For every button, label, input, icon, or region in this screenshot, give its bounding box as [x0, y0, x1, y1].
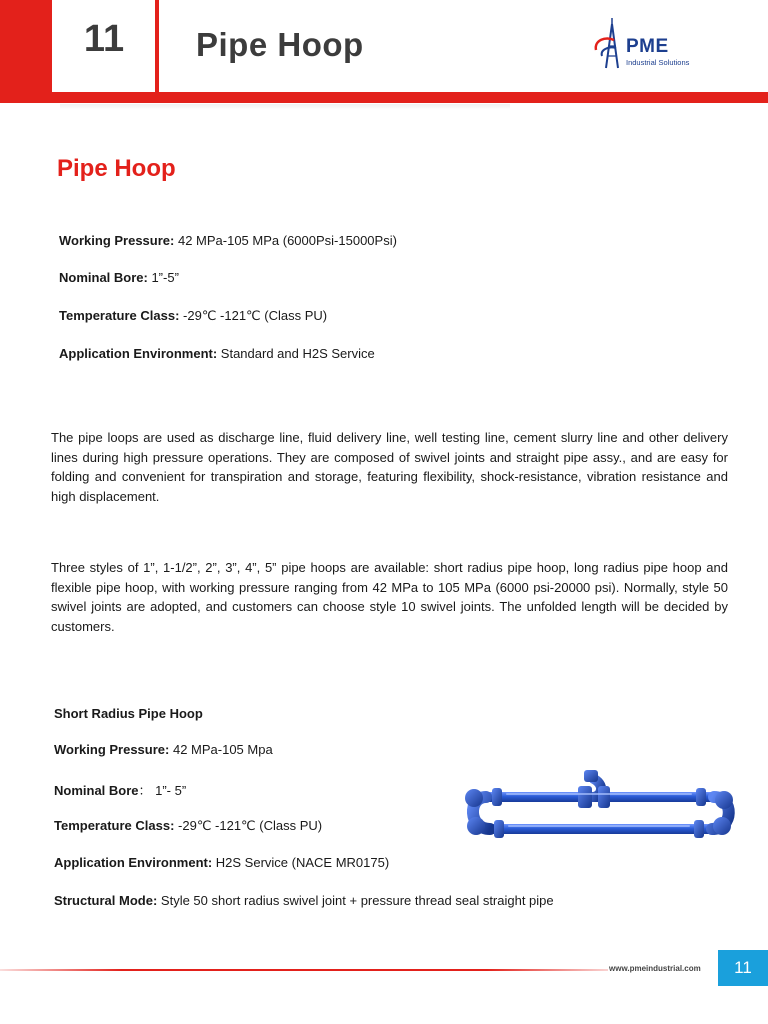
- footer-url[interactable]: www.pmeindustrial.com: [609, 964, 701, 973]
- spec-label: Application Environment:: [54, 855, 213, 870]
- spec-nominal-bore: [59, 270, 179, 285]
- spec-label: Temperature Class:: [54, 818, 175, 833]
- page-number-badge: 11: [718, 950, 768, 986]
- spec-label: Working Pressure:: [54, 742, 170, 757]
- header-band: [0, 92, 768, 103]
- spec-temperature-class: [59, 308, 327, 324]
- spec-value: 1”-5”: [147, 270, 179, 285]
- spec-working-pressure: [59, 233, 397, 248]
- header-divider: [155, 0, 159, 92]
- spec-value: 42 MPa-105 Mpa: [169, 742, 273, 757]
- logo-name: PME: [626, 36, 669, 57]
- spec-label: Application Environment:: [59, 346, 218, 361]
- spec-label: Nominal Bore:: [59, 270, 148, 285]
- sr-spec-temperature-class: [54, 818, 322, 834]
- spec-value: Style 50 short radius swivel joint + pressure thread seal straight pipe: [157, 893, 554, 908]
- spec-value: 42 MPa-105 MPa (6000Psi-15000Psi): [174, 233, 397, 248]
- sr-spec-working-pressure: [54, 742, 273, 757]
- sr-spec-application-environment: [54, 855, 389, 870]
- spec-label: Nominal Bore: [54, 783, 139, 798]
- spec-label: Structural Mode:: [54, 893, 158, 908]
- spec-value: -29℃ -121℃ (Class PU): [174, 818, 323, 833]
- section-title: Pipe Hoop: [57, 155, 176, 182]
- spec-value: -29℃ -121℃ (Class PU): [179, 308, 328, 323]
- spec-label: Temperature Class:: [59, 308, 180, 323]
- footer-divider: [0, 969, 608, 971]
- description-paragraph: The pipe loops are used as discharge line, fluid delivery line, well testing line, cement slurry line and other delivery lines during high pressure operations. They are composed of swivel joints and straight pipe assy., and are easy for folding and convenient for transpiration and storage, featuring flexibility, shock-resistance, vibration resistance and high displacement.: [51, 430, 728, 504]
- header-accent-bar: [0, 0, 52, 92]
- header-shadow: [60, 104, 510, 110]
- spec-value: H2S Service (NACE MR0175): [212, 855, 390, 870]
- spec-value: Standard and H2S Service: [217, 346, 375, 361]
- pme-logo: [592, 16, 712, 72]
- sr-spec-structural-mode: [54, 893, 554, 908]
- spec-application-environment: [59, 346, 375, 361]
- sr-spec-nominal-bore: [54, 780, 186, 799]
- short-radius-title: Short Radius Pipe Hoop: [54, 706, 203, 721]
- pipe-hoop-image: [462, 764, 738, 858]
- spec-label: Working Pressure:: [59, 233, 175, 248]
- page-title: Pipe Hoop: [196, 26, 364, 63]
- spec-value: ： 1”- 5”: [138, 783, 187, 798]
- styles-paragraph: Three styles of 1”, 1-1/2”, 2”, 3”, 4”, 5” pipe hoops are available: short radius pipe hoop, long radius pipe hoop and flexible pipe hoop, with working pressure ranging from 42 MPa to 105 MPa (6000 psi-20000 psi). Normally, style 50 swivel joints are adopted, and customers can choose style 10 swivel joints. The unfolded length will be decided by customers.: [51, 560, 728, 634]
- chapter-number: 11: [83, 18, 125, 60]
- logo-subtitle: Industrial Solutions: [626, 58, 690, 67]
- oil-derrick-icon: [592, 16, 628, 72]
